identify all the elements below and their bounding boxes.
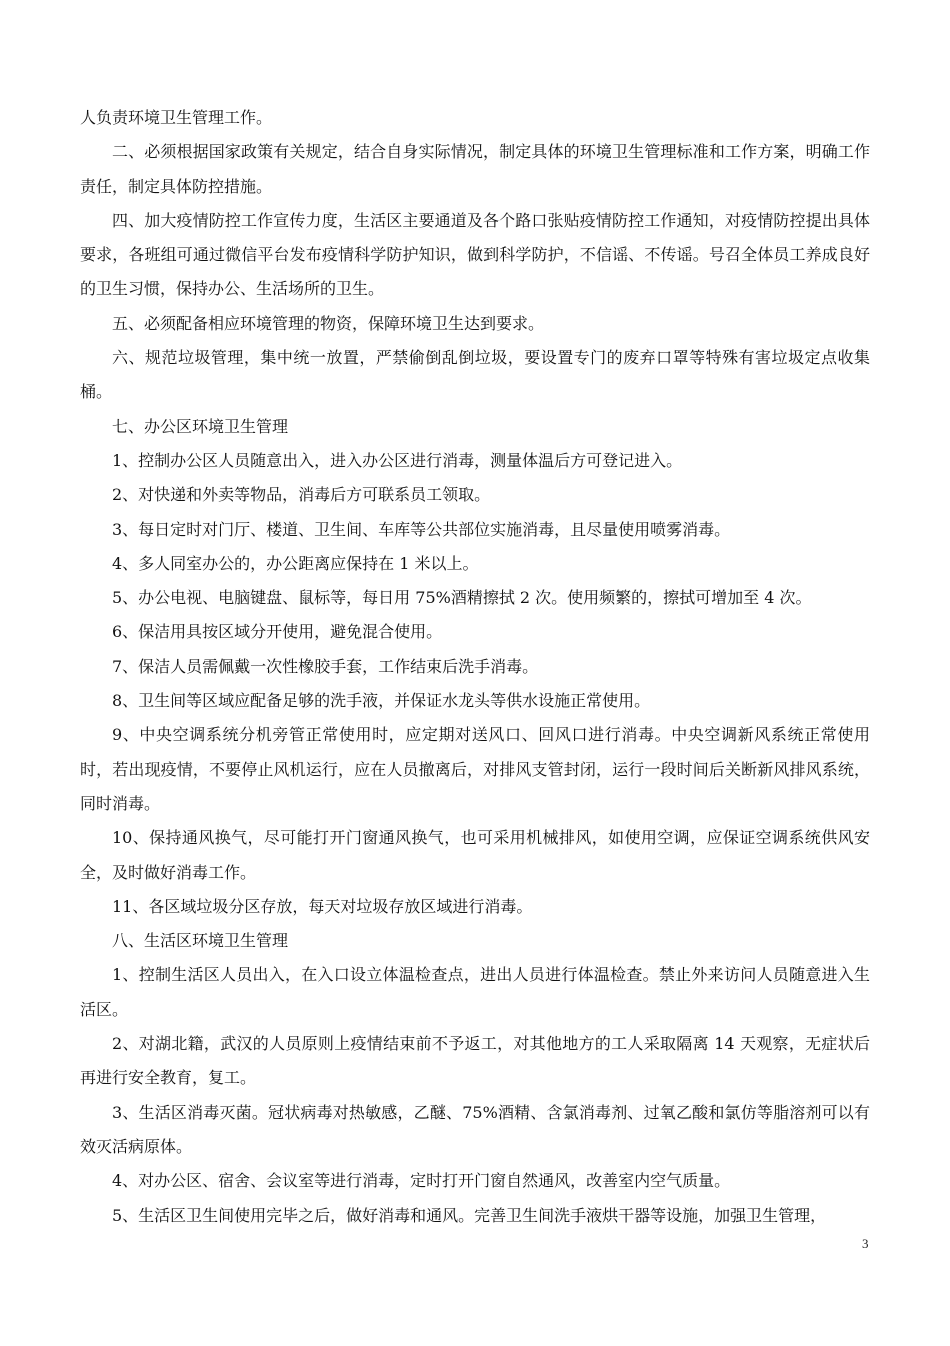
list-item: 7、保洁人员需佩戴一次性橡胶手套，工作结束后洗手消毒。 <box>112 656 539 676</box>
list-item: 3、每日定时对门厅、楼道、卫生间、车库等公共部位实施消毒，且尽量使用喷雾消毒。 <box>112 519 731 539</box>
document-page <box>80 101 870 1233</box>
list-item: 1、控制生活区人员出入，在入口设立体温检查点，进出人员进行体温检查。禁止外来访问人员随意进入生活区。 <box>80 965 870 1019</box>
section-heading: 八、生活区环境卫生管理 <box>112 931 289 951</box>
list-item: 1、控制办公区人员随意出入，进入办公区进行消毒，测量体温后方可登记进入。 <box>112 450 683 470</box>
list-item: 2、对快递和外卖等物品，消毒后方可联系员工领取。 <box>112 485 491 505</box>
paragraph: 二、必须根据国家政策有关规定，结合自身实际情况，制定具体的环境卫生管理标准和工作方案，明确工作责任，制定具体防控措施。 <box>80 142 870 196</box>
list-item: 8、卫生间等区域应配备足够的洗手液，并保证水龙头等供水设施正常使用。 <box>112 691 651 711</box>
list-item: 2、对湖北籍，武汉的人员原则上疫情结束前不予返工，对其他地方的工人采取隔离 14 天观察，无症状后再进行安全教育，复工。 <box>80 1034 870 1088</box>
paragraph: 四、加大疫情防控工作宣传力度，生活区主要通道及各个路口张贴疫情防控工作通知，对疫情防控提出具体要求，各班组可通过微信平台发布疫情科学防护知识，做到科学防护，不信谣、不传谣。号召全体员工养成良好的卫生习惯，保持办公、生活场所的卫生。 <box>80 210 870 299</box>
section-heading: 七、办公区环境卫生管理 <box>112 416 289 436</box>
paragraph: 人负责环境卫生管理工作。 <box>80 108 273 127</box>
list-item: 5、办公电视、电脑键盘、鼠标等，每日用 75%酒精擦拭 2 次。使用频繁的，擦拭可增加至 4 次。 <box>112 588 812 608</box>
list-item: 4、多人同室办公的，办公距离应保持在 1 米以上。 <box>112 553 479 573</box>
list-item: 6、保洁用具按区域分开使用，避免混合使用。 <box>112 622 443 642</box>
list-item: 4、对办公区、宿舍、会议室等进行消毒，定时打开门窗自然通风，改善室内空气质量。 <box>112 1171 731 1191</box>
list-item: 10、保持通风换气，尽可能打开门窗通风换气，也可采用机械排风，如使用空调，应保证空调系统供风安全，及时做好消毒工作。 <box>80 828 870 882</box>
paragraph: 六、规范垃圾管理，集中统一放置，严禁偷倒乱倒垃圾，要设置专门的废弃口罩等特殊有害垃圾定点收集桶。 <box>80 348 870 402</box>
paragraph: 五、必须配备相应环境管理的物资，保障环境卫生达到要求。 <box>112 313 545 333</box>
list-item: 3、生活区消毒灭菌。冠状病毒对热敏感，乙醚、75%酒精、含氯消毒剂、过氧乙酸和氯仿等脂溶剂可以有效灭活病原体。 <box>80 1102 870 1156</box>
list-item: 5、生活区卫生间使用完毕之后，做好消毒和通风。完善卫生间洗手液烘干器等设施，加强卫生管理， <box>112 1205 827 1225</box>
list-item: 9、中央空调系统分机旁管正常使用时，应定期对送风口、回风口进行消毒。中央空调新风系统正常使用时，若出现疫情，不要停止风机运行，应在人员撤离后，对排风支管封闭，运行一段时间后关断新风排风系统，同时消毒。 <box>80 725 870 813</box>
page-number: 3 <box>862 1236 869 1251</box>
list-item: 11、各区域垃圾分区存放，每天对垃圾存放区域进行消毒。 <box>112 896 533 916</box>
